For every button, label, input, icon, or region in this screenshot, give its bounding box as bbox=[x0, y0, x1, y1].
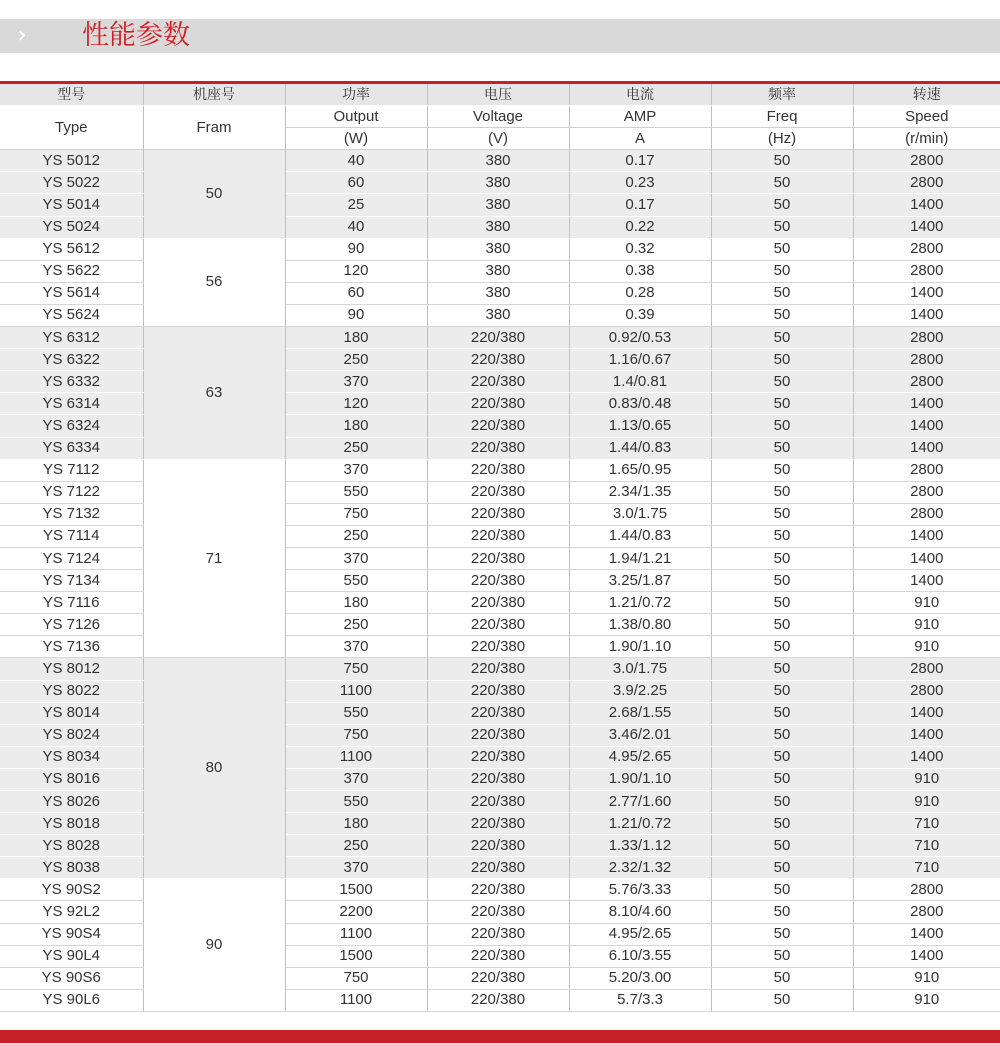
cell-voltage: 220/380 bbox=[427, 680, 569, 702]
cell-current: 5.76/3.33 bbox=[569, 879, 711, 901]
cell-output: 90 bbox=[285, 238, 427, 260]
cell-freq: 50 bbox=[711, 393, 853, 415]
cell-current: 4.95/2.65 bbox=[569, 923, 711, 945]
cell-type: YS 6332 bbox=[0, 371, 143, 393]
cell-freq: 50 bbox=[711, 614, 853, 636]
cell-voltage: 380 bbox=[427, 260, 569, 282]
cell-current: 0.23 bbox=[569, 172, 711, 194]
cell-voltage: 380 bbox=[427, 282, 569, 304]
cell-speed: 2800 bbox=[853, 658, 1000, 680]
cell-type: YS 8018 bbox=[0, 813, 143, 835]
cell-freq: 50 bbox=[711, 547, 853, 569]
table-row bbox=[0, 658, 1000, 680]
cell-current: 4.95/2.65 bbox=[569, 746, 711, 768]
cell-voltage: 220/380 bbox=[427, 636, 569, 658]
cell-type: YS 7132 bbox=[0, 503, 143, 525]
header-type-zh: 型号 bbox=[0, 84, 143, 106]
cell-type: YS 5014 bbox=[0, 194, 143, 216]
cell-type: YS 8022 bbox=[0, 680, 143, 702]
cell-speed: 710 bbox=[853, 835, 1000, 857]
cell-voltage: 380 bbox=[427, 238, 569, 260]
cell-speed: 710 bbox=[853, 813, 1000, 835]
cell-type: YS 5614 bbox=[0, 282, 143, 304]
cell-output: 90 bbox=[285, 304, 427, 326]
cell-freq: 50 bbox=[711, 459, 853, 481]
cell-speed: 1400 bbox=[853, 304, 1000, 326]
cell-current: 1.21/0.72 bbox=[569, 592, 711, 614]
cell-current: 0.32 bbox=[569, 238, 711, 260]
section-title: 性能参数 bbox=[82, 20, 190, 51]
cell-voltage: 220/380 bbox=[427, 349, 569, 371]
cell-output: 750 bbox=[285, 967, 427, 989]
cell-speed: 910 bbox=[853, 989, 1000, 1011]
cell-freq: 50 bbox=[711, 415, 853, 437]
cell-output: 750 bbox=[285, 503, 427, 525]
cell-freq: 50 bbox=[711, 746, 853, 768]
cell-output: 60 bbox=[285, 282, 427, 304]
cell-type: YS 8016 bbox=[0, 768, 143, 790]
cell-speed: 910 bbox=[853, 791, 1000, 813]
cell-voltage: 220/380 bbox=[427, 570, 569, 592]
cell-freq: 50 bbox=[711, 945, 853, 967]
cell-output: 1500 bbox=[285, 879, 427, 901]
cell-output: 180 bbox=[285, 415, 427, 437]
cell-freq: 50 bbox=[711, 923, 853, 945]
cell-current: 3.0/1.75 bbox=[569, 503, 711, 525]
cell-output: 550 bbox=[285, 570, 427, 592]
cell-type: YS 5022 bbox=[0, 172, 143, 194]
cell-type: YS 6334 bbox=[0, 437, 143, 459]
cell-current: 1.90/1.10 bbox=[569, 636, 711, 658]
cell-speed: 1400 bbox=[853, 194, 1000, 216]
cell-output: 1100 bbox=[285, 680, 427, 702]
cell-speed: 2800 bbox=[853, 901, 1000, 923]
cell-type: YS 7124 bbox=[0, 547, 143, 569]
cell-speed: 910 bbox=[853, 967, 1000, 989]
cell-type: YS 8034 bbox=[0, 746, 143, 768]
cell-output: 250 bbox=[285, 437, 427, 459]
cell-type: YS 6314 bbox=[0, 393, 143, 415]
cell-current: 5.7/3.3 bbox=[569, 989, 711, 1011]
cell-type: YS 7126 bbox=[0, 614, 143, 636]
cell-type: YS 90L6 bbox=[0, 989, 143, 1011]
cell-current: 0.83/0.48 bbox=[569, 393, 711, 415]
cell-current: 1.44/0.83 bbox=[569, 525, 711, 547]
cell-voltage: 220/380 bbox=[427, 481, 569, 503]
footer-rule bbox=[0, 1030, 1000, 1043]
cell-type: YS 6312 bbox=[0, 327, 143, 349]
cell-type: YS 5012 bbox=[0, 150, 143, 172]
cell-frame: 63 bbox=[143, 327, 285, 460]
table-bottom-gap bbox=[0, 1012, 1000, 1030]
cell-voltage: 220/380 bbox=[427, 437, 569, 459]
cell-current: 1.90/1.10 bbox=[569, 768, 711, 790]
performance-table bbox=[0, 84, 1000, 1012]
cell-freq: 50 bbox=[711, 525, 853, 547]
cell-speed: 1400 bbox=[853, 437, 1000, 459]
cell-freq: 50 bbox=[711, 194, 853, 216]
cell-speed: 2800 bbox=[853, 371, 1000, 393]
section-header bbox=[0, 19, 1000, 53]
cell-output: 750 bbox=[285, 724, 427, 746]
cell-voltage: 220/380 bbox=[427, 393, 569, 415]
cell-speed: 2800 bbox=[853, 260, 1000, 282]
header-frame-zh: 机座号 bbox=[143, 84, 285, 106]
cell-speed: 2800 bbox=[853, 879, 1000, 901]
cell-current: 0.17 bbox=[569, 150, 711, 172]
cell-output: 750 bbox=[285, 658, 427, 680]
header-freq-zh: 频率 bbox=[711, 84, 853, 106]
cell-output: 40 bbox=[285, 150, 427, 172]
header-current-en: AMP bbox=[569, 106, 711, 128]
cell-type: YS 8038 bbox=[0, 857, 143, 879]
unit-freq: (Hz) bbox=[711, 128, 853, 150]
cell-speed: 1400 bbox=[853, 282, 1000, 304]
cell-output: 40 bbox=[285, 216, 427, 238]
cell-voltage: 220/380 bbox=[427, 503, 569, 525]
header-type-en: Type bbox=[0, 106, 143, 150]
unit-voltage: (V) bbox=[427, 128, 569, 150]
cell-speed: 1400 bbox=[853, 525, 1000, 547]
cell-speed: 2800 bbox=[853, 503, 1000, 525]
header-speed-en: Speed bbox=[853, 106, 1000, 128]
cell-voltage: 220/380 bbox=[427, 415, 569, 437]
cell-current: 0.39 bbox=[569, 304, 711, 326]
cell-type: YS 7114 bbox=[0, 525, 143, 547]
table-row bbox=[0, 459, 1000, 481]
cell-frame: 56 bbox=[143, 238, 285, 326]
cell-freq: 50 bbox=[711, 636, 853, 658]
cell-freq: 50 bbox=[711, 503, 853, 525]
cell-voltage: 220/380 bbox=[427, 967, 569, 989]
cell-current: 0.38 bbox=[569, 260, 711, 282]
header-row-en bbox=[0, 106, 1000, 128]
cell-output: 1500 bbox=[285, 945, 427, 967]
header-current-zh: 电流 bbox=[569, 84, 711, 106]
table-row bbox=[0, 238, 1000, 260]
cell-current: 1.13/0.65 bbox=[569, 415, 711, 437]
cell-voltage: 220/380 bbox=[427, 724, 569, 746]
cell-voltage: 380 bbox=[427, 216, 569, 238]
cell-type: YS 90L4 bbox=[0, 945, 143, 967]
cell-current: 3.46/2.01 bbox=[569, 724, 711, 746]
cell-type: YS 5612 bbox=[0, 238, 143, 260]
cell-freq: 50 bbox=[711, 879, 853, 901]
cell-speed: 2800 bbox=[853, 172, 1000, 194]
table-row bbox=[0, 879, 1000, 901]
cell-voltage: 220/380 bbox=[427, 702, 569, 724]
cell-freq: 50 bbox=[711, 989, 853, 1011]
cell-speed: 1400 bbox=[853, 547, 1000, 569]
cell-speed: 1400 bbox=[853, 216, 1000, 238]
cell-output: 370 bbox=[285, 459, 427, 481]
cell-output: 370 bbox=[285, 371, 427, 393]
cell-voltage: 220/380 bbox=[427, 327, 569, 349]
cell-voltage: 380 bbox=[427, 194, 569, 216]
cell-current: 1.38/0.80 bbox=[569, 614, 711, 636]
unit-output: (W) bbox=[285, 128, 427, 150]
cell-type: YS 5024 bbox=[0, 216, 143, 238]
cell-current: 2.34/1.35 bbox=[569, 481, 711, 503]
cell-type: YS 8024 bbox=[0, 724, 143, 746]
cell-current: 1.94/1.21 bbox=[569, 547, 711, 569]
cell-current: 0.28 bbox=[569, 282, 711, 304]
cell-speed: 2800 bbox=[853, 150, 1000, 172]
cell-type: YS 8014 bbox=[0, 702, 143, 724]
header-voltage-en: Voltage bbox=[427, 106, 569, 128]
cell-current: 1.44/0.83 bbox=[569, 437, 711, 459]
cell-voltage: 380 bbox=[427, 150, 569, 172]
cell-speed: 2800 bbox=[853, 481, 1000, 503]
cell-current: 0.22 bbox=[569, 216, 711, 238]
cell-current: 1.4/0.81 bbox=[569, 371, 711, 393]
cell-speed: 1400 bbox=[853, 945, 1000, 967]
cell-current: 2.68/1.55 bbox=[569, 702, 711, 724]
cell-voltage: 220/380 bbox=[427, 592, 569, 614]
cell-freq: 50 bbox=[711, 680, 853, 702]
cell-freq: 50 bbox=[711, 768, 853, 790]
cell-current: 1.21/0.72 bbox=[569, 813, 711, 835]
cell-type: YS 6324 bbox=[0, 415, 143, 437]
cell-type: YS 7136 bbox=[0, 636, 143, 658]
cell-speed: 2800 bbox=[853, 459, 1000, 481]
cell-speed: 710 bbox=[853, 857, 1000, 879]
cell-output: 1100 bbox=[285, 746, 427, 768]
header-speed-zh: 转速 bbox=[853, 84, 1000, 106]
cell-speed: 2800 bbox=[853, 349, 1000, 371]
cell-freq: 50 bbox=[711, 238, 853, 260]
cell-type: YS 7134 bbox=[0, 570, 143, 592]
cell-output: 250 bbox=[285, 525, 427, 547]
cell-voltage: 220/380 bbox=[427, 989, 569, 1011]
cell-output: 180 bbox=[285, 813, 427, 835]
cell-voltage: 220/380 bbox=[427, 547, 569, 569]
cell-freq: 50 bbox=[711, 282, 853, 304]
cell-voltage: 220/380 bbox=[427, 945, 569, 967]
cell-voltage: 220/380 bbox=[427, 857, 569, 879]
header-output-en: Output bbox=[285, 106, 427, 128]
cell-speed: 910 bbox=[853, 592, 1000, 614]
cell-freq: 50 bbox=[711, 658, 853, 680]
cell-freq: 50 bbox=[711, 371, 853, 393]
cell-freq: 50 bbox=[711, 724, 853, 746]
cell-current: 0.17 bbox=[569, 194, 711, 216]
cell-freq: 50 bbox=[711, 349, 853, 371]
cell-freq: 50 bbox=[711, 304, 853, 326]
cell-type: YS 7116 bbox=[0, 592, 143, 614]
cell-output: 370 bbox=[285, 636, 427, 658]
cell-voltage: 220/380 bbox=[427, 901, 569, 923]
cell-output: 250 bbox=[285, 349, 427, 371]
cell-output: 370 bbox=[285, 857, 427, 879]
cell-output: 120 bbox=[285, 260, 427, 282]
cell-voltage: 220/380 bbox=[427, 835, 569, 857]
cell-output: 180 bbox=[285, 592, 427, 614]
cell-current: 3.9/2.25 bbox=[569, 680, 711, 702]
cell-voltage: 220/380 bbox=[427, 459, 569, 481]
cell-freq: 50 bbox=[711, 857, 853, 879]
cell-speed: 1400 bbox=[853, 746, 1000, 768]
cell-freq: 50 bbox=[711, 702, 853, 724]
cell-speed: 1400 bbox=[853, 570, 1000, 592]
cell-speed: 1400 bbox=[853, 393, 1000, 415]
cell-frame: 50 bbox=[143, 150, 285, 238]
cell-speed: 2800 bbox=[853, 680, 1000, 702]
cell-voltage: 220/380 bbox=[427, 768, 569, 790]
cell-type: YS 5624 bbox=[0, 304, 143, 326]
cell-freq: 50 bbox=[711, 150, 853, 172]
cell-output: 550 bbox=[285, 481, 427, 503]
cell-current: 2.32/1.32 bbox=[569, 857, 711, 879]
cell-freq: 50 bbox=[711, 592, 853, 614]
cell-current: 0.92/0.53 bbox=[569, 327, 711, 349]
cell-output: 550 bbox=[285, 791, 427, 813]
cell-output: 25 bbox=[285, 194, 427, 216]
cell-type: YS 7112 bbox=[0, 459, 143, 481]
cell-freq: 50 bbox=[711, 327, 853, 349]
cell-current: 1.33/1.12 bbox=[569, 835, 711, 857]
cell-output: 250 bbox=[285, 614, 427, 636]
cell-freq: 50 bbox=[711, 172, 853, 194]
cell-output: 550 bbox=[285, 702, 427, 724]
cell-type: YS 8012 bbox=[0, 658, 143, 680]
table-row bbox=[0, 327, 1000, 349]
cell-type: YS 8028 bbox=[0, 835, 143, 857]
cell-current: 3.25/1.87 bbox=[569, 570, 711, 592]
cell-speed: 1400 bbox=[853, 923, 1000, 945]
cell-freq: 50 bbox=[711, 481, 853, 503]
cell-freq: 50 bbox=[711, 967, 853, 989]
cell-current: 8.10/4.60 bbox=[569, 901, 711, 923]
cell-type: YS 7122 bbox=[0, 481, 143, 503]
cell-speed: 1400 bbox=[853, 702, 1000, 724]
cell-type: YS 92L2 bbox=[0, 901, 143, 923]
cell-frame: 71 bbox=[143, 459, 285, 658]
unit-speed: (r/min) bbox=[853, 128, 1000, 150]
cell-output: 120 bbox=[285, 393, 427, 415]
header-frame-en: Fram bbox=[143, 106, 285, 150]
cell-output: 370 bbox=[285, 768, 427, 790]
cell-type: YS 90S4 bbox=[0, 923, 143, 945]
header-output-zh: 功率 bbox=[285, 84, 427, 106]
unit-current: A bbox=[569, 128, 711, 150]
cell-voltage: 220/380 bbox=[427, 746, 569, 768]
cell-freq: 50 bbox=[711, 216, 853, 238]
cell-voltage: 220/380 bbox=[427, 525, 569, 547]
cell-type: YS 90S2 bbox=[0, 879, 143, 901]
cell-output: 370 bbox=[285, 547, 427, 569]
cell-type: YS 90S6 bbox=[0, 967, 143, 989]
cell-current: 3.0/1.75 bbox=[569, 658, 711, 680]
header-voltage-zh: 电压 bbox=[427, 84, 569, 106]
cell-current: 1.65/0.95 bbox=[569, 459, 711, 481]
cell-voltage: 380 bbox=[427, 172, 569, 194]
table-row bbox=[0, 150, 1000, 172]
cell-voltage: 220/380 bbox=[427, 923, 569, 945]
cell-output: 2200 bbox=[285, 901, 427, 923]
cell-speed: 2800 bbox=[853, 327, 1000, 349]
cell-voltage: 220/380 bbox=[427, 813, 569, 835]
cell-voltage: 220/380 bbox=[427, 658, 569, 680]
cell-speed: 2800 bbox=[853, 238, 1000, 260]
cell-output: 250 bbox=[285, 835, 427, 857]
cell-current: 5.20/3.00 bbox=[569, 967, 711, 989]
cell-frame: 90 bbox=[143, 879, 285, 1012]
cell-voltage: 220/380 bbox=[427, 371, 569, 393]
header-freq-en: Freq bbox=[711, 106, 853, 128]
cell-current: 2.77/1.60 bbox=[569, 791, 711, 813]
cell-type: YS 8026 bbox=[0, 791, 143, 813]
cell-freq: 50 bbox=[711, 791, 853, 813]
cell-speed: 1400 bbox=[853, 415, 1000, 437]
cell-type: YS 5622 bbox=[0, 260, 143, 282]
cell-freq: 50 bbox=[711, 570, 853, 592]
header-row-zh bbox=[0, 84, 1000, 106]
cell-speed: 910 bbox=[853, 768, 1000, 790]
cell-speed: 910 bbox=[853, 636, 1000, 658]
cell-type: YS 6322 bbox=[0, 349, 143, 371]
cell-voltage: 220/380 bbox=[427, 791, 569, 813]
cell-current: 1.16/0.67 bbox=[569, 349, 711, 371]
cell-frame: 80 bbox=[143, 658, 285, 879]
cell-speed: 910 bbox=[853, 614, 1000, 636]
cell-freq: 50 bbox=[711, 260, 853, 282]
cell-freq: 50 bbox=[711, 901, 853, 923]
cell-speed: 1400 bbox=[853, 724, 1000, 746]
cell-freq: 50 bbox=[711, 813, 853, 835]
cell-freq: 50 bbox=[711, 437, 853, 459]
cell-current: 6.10/3.55 bbox=[569, 945, 711, 967]
cell-output: 1100 bbox=[285, 923, 427, 945]
cell-voltage: 220/380 bbox=[427, 879, 569, 901]
cell-output: 1100 bbox=[285, 989, 427, 1011]
cell-output: 60 bbox=[285, 172, 427, 194]
cell-voltage: 380 bbox=[427, 304, 569, 326]
cell-voltage: 220/380 bbox=[427, 614, 569, 636]
cell-freq: 50 bbox=[711, 835, 853, 857]
cell-output: 180 bbox=[285, 327, 427, 349]
